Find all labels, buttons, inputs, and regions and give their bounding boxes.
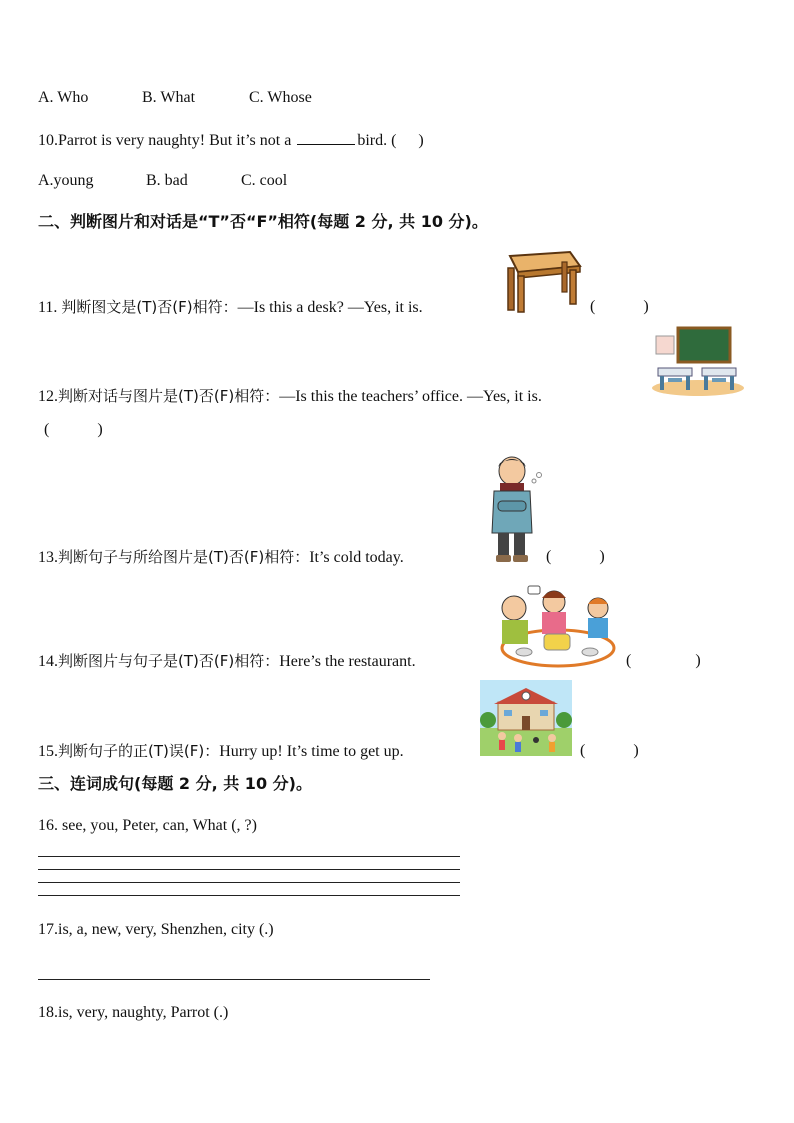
q11-instruction: 判断图文是(T)否(F)相符： (61, 298, 238, 316)
q11-dialogue: —Is this a desk? —Yes, it is. (237, 299, 423, 316)
q13-sentence: It’s cold today. (309, 549, 404, 566)
q11-number: 11. (38, 299, 62, 316)
q14-instruction: 判断图片与句子是(T)否(F)相符： (58, 652, 280, 670)
question-14 (38, 651, 416, 672)
q9-options (38, 88, 312, 108)
q9-option-b: B. What (142, 89, 196, 106)
question-17: 17.is, a, new, very, Shenzhen, city (.) (38, 921, 274, 938)
q10-post: bird. ( (357, 132, 397, 149)
q12-answer-paren[interactable]: ( ) (44, 421, 103, 438)
q9-option-c: C. Whose (249, 89, 312, 106)
q14-answer-paren[interactable]: ( ) (626, 652, 701, 669)
q14-sentence: Here’s the restaurant. (279, 653, 416, 670)
q15-answer-paren[interactable]: ( ) (580, 742, 639, 759)
q13-number: 13. (38, 549, 58, 566)
question-10 (38, 130, 424, 151)
q15-sentence: Hurry up! It’s time to get up. (219, 743, 404, 760)
q13-answer-paren[interactable]: ( ) (546, 548, 605, 565)
q10-text: 10.Parrot is very naughty! But it’s not a (38, 132, 292, 149)
question-11 (38, 297, 423, 318)
q12-dialogue: —Is this the teachers’ office. —Yes, it is. (279, 388, 542, 405)
restaurant-picture (498, 582, 618, 668)
q16-answer-line[interactable] (38, 869, 460, 870)
q16-answer-line[interactable] (38, 856, 460, 857)
q16-answer-line[interactable] (38, 882, 460, 883)
q15-number: 15. (38, 743, 58, 760)
classroom-picture (648, 326, 748, 398)
q12-instruction: 判断对话与图片是(T)否(F)相符： (58, 387, 280, 405)
q10-option-b: B. bad (146, 172, 188, 189)
q10-option-c: C. cool (241, 172, 288, 189)
school-picture (480, 680, 572, 756)
q12-number: 12. (38, 388, 58, 405)
question-13 (38, 547, 404, 568)
question-16: 16. see, you, Peter, can, What (, ?) (38, 817, 257, 834)
question-12 (38, 386, 542, 407)
desk-picture (500, 250, 582, 314)
section-2-heading: 二、判断图片和对话是“T”否“F”相符(每题 2 分, 共 10 分)。 (38, 212, 488, 231)
question-15 (38, 741, 404, 762)
q10-options (38, 171, 287, 191)
q10-option-a: A.young (38, 172, 94, 189)
q13-instruction: 判断句子与所给图片是(T)否(F)相符： (58, 548, 310, 566)
section-3-heading: 三、连词成句(每题 2 分, 共 10 分)。 (38, 774, 312, 793)
q9-option-a: A. Who (38, 89, 89, 106)
q10-close: ) (418, 132, 424, 149)
q10-blank[interactable] (297, 130, 355, 145)
q11-answer-paren[interactable]: ( ) (590, 298, 649, 315)
q14-number: 14. (38, 653, 58, 670)
question-18: 18.is, very, naughty, Parrot (.) (38, 1004, 229, 1021)
q15-instruction: 判断句子的正(T)误(F)： (58, 742, 220, 760)
q17-answer-line[interactable] (38, 979, 430, 980)
cold-man-picture (486, 455, 544, 565)
q16-answer-line[interactable] (38, 895, 460, 896)
